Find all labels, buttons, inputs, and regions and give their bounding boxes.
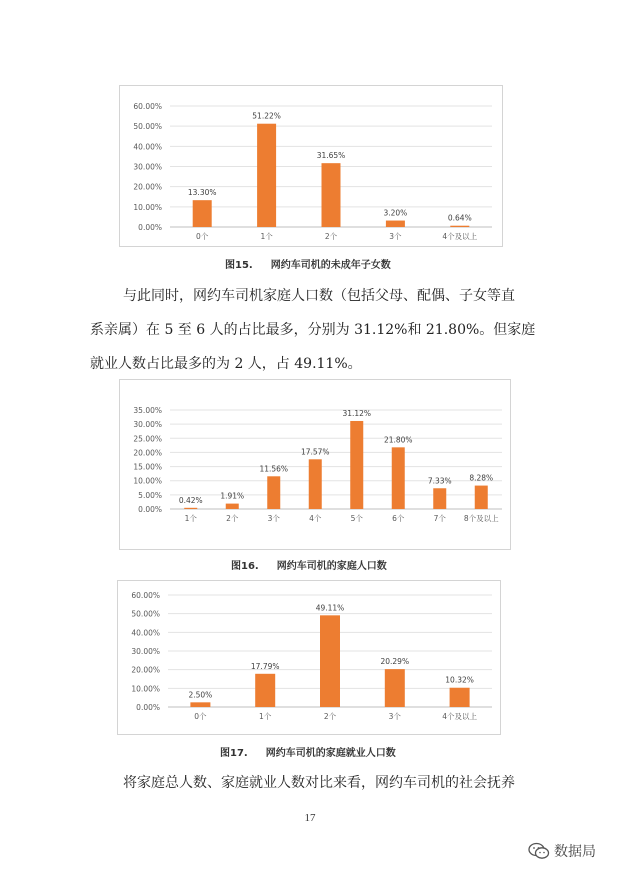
caption-number: 图17. — [220, 748, 248, 759]
y-tick-label: 10.00% — [131, 684, 160, 694]
x-tick-label: 1个 — [184, 514, 197, 523]
x-tick-label: 3个 — [267, 514, 280, 523]
data-label: 0.42% — [178, 495, 203, 505]
bar — [450, 688, 470, 707]
caption-title: 网约车司机的未成年子女数 — [270, 260, 391, 271]
y-tick-label: 25.00% — [133, 434, 162, 444]
x-tick-label: 3个 — [389, 232, 402, 241]
caption-number: 图15. — [225, 260, 253, 271]
paragraph-line: 系亲属）在 5 至 6 人的占比最多，分别为 31.12%和 21.80%。但家庭 — [90, 322, 536, 338]
chart-16 — [119, 379, 511, 550]
chart-17 — [117, 580, 501, 735]
x-tick-label: 4个 — [309, 514, 322, 523]
x-tick-label: 2个 — [324, 232, 338, 241]
data-label: 21.80% — [383, 435, 413, 445]
x-tick-label: 4个及以上 — [442, 232, 478, 241]
figure-caption-15 — [225, 256, 391, 271]
x-tick-label: 8个及以上 — [463, 514, 499, 523]
data-label: 17.79% — [250, 661, 280, 671]
bar — [257, 124, 276, 227]
bar — [322, 163, 341, 227]
chart-15 — [119, 85, 503, 247]
bar — [184, 508, 197, 509]
y-tick-label: 30.00% — [133, 162, 162, 172]
y-tick-label: 40.00% — [131, 628, 160, 638]
chart-15-svg — [120, 86, 504, 248]
bar — [385, 669, 405, 707]
y-tick-label: 20.00% — [131, 665, 160, 675]
data-label: 2.50% — [188, 690, 213, 700]
y-tick-label: 50.00% — [133, 122, 162, 132]
caption-title: 网约车司机的家庭人口数 — [276, 561, 387, 572]
y-tick-label: 10.00% — [133, 476, 162, 486]
data-label: 10.32% — [445, 675, 474, 685]
wechat-icon — [528, 842, 550, 860]
x-tick-label: 2个 — [323, 712, 337, 721]
y-tick-label: 10.00% — [133, 202, 162, 212]
paragraph-line: 就业人数占比最多的为 2 人，占 49.11%。 — [90, 356, 362, 372]
y-tick-label: 30.00% — [133, 420, 162, 430]
data-label: 49.11% — [315, 603, 345, 613]
bar — [450, 226, 469, 227]
data-label: 8.28% — [469, 473, 494, 483]
y-tick-label: 20.00% — [133, 182, 162, 192]
bar — [309, 459, 322, 509]
paragraph-line: 将家庭总人数、家庭就业人数对比来看，网约车司机的社会抚养 — [123, 775, 515, 791]
caption-title: 网约车司机的家庭就业人口数 — [265, 748, 396, 759]
y-tick-label: 15.00% — [133, 462, 162, 472]
bar — [193, 200, 212, 227]
data-label: 11.56% — [259, 464, 289, 474]
x-tick-label: 5个 — [350, 514, 363, 523]
x-tick-label: 4个及以上 — [442, 712, 477, 721]
data-label: 0.64% — [447, 213, 472, 223]
data-label: 13.30% — [187, 188, 217, 198]
bar — [190, 702, 210, 707]
y-tick-label: 20.00% — [133, 448, 162, 458]
y-tick-label: 40.00% — [133, 142, 162, 152]
y-tick-label: 30.00% — [131, 647, 160, 656]
data-label: 31.12% — [342, 408, 372, 418]
x-tick-label: 3个 — [388, 712, 401, 721]
x-tick-label: 0个 — [196, 232, 209, 241]
bar — [255, 674, 275, 707]
watermark — [528, 840, 596, 862]
bar — [267, 476, 280, 509]
figure-caption-16 — [231, 557, 387, 572]
bar — [392, 447, 405, 509]
data-label: 1.91% — [220, 491, 245, 501]
y-tick-label: 5.00% — [138, 490, 162, 500]
watermark-text: 数据局 — [554, 844, 596, 860]
y-tick-label: 60.00% — [133, 102, 162, 111]
page-number: 17 — [304, 812, 316, 824]
paragraph-1 — [90, 279, 536, 381]
bar — [433, 488, 446, 509]
data-label: 20.29% — [380, 657, 410, 667]
bar — [320, 615, 340, 707]
data-label: 17.57% — [300, 447, 330, 457]
bar — [475, 486, 488, 509]
chart-17-svg — [118, 581, 502, 736]
paragraph-2 — [90, 766, 530, 800]
y-tick-label: 0.00% — [136, 703, 160, 712]
y-tick-label: 35.00% — [133, 406, 162, 415]
x-tick-label: 0个 — [194, 712, 207, 721]
y-tick-label: 60.00% — [131, 591, 160, 600]
bar — [386, 221, 405, 227]
data-label: 31.65% — [316, 151, 346, 161]
x-tick-label: 1个 — [260, 232, 273, 241]
x-tick-label: 1个 — [259, 712, 272, 721]
x-tick-label: 2个 — [226, 514, 239, 523]
paragraph-line: 与此同时，网约车司机家庭人口数（包括父母、配偶、子女等直 — [123, 288, 515, 304]
bar — [226, 504, 239, 509]
caption-number: 图16. — [231, 561, 259, 572]
x-tick-label: 7个 — [433, 514, 446, 523]
data-label: 51.22% — [252, 111, 281, 121]
bar — [350, 421, 363, 509]
data-label: 3.20% — [383, 208, 408, 218]
y-tick-label: 0.00% — [138, 223, 162, 232]
data-label: 7.33% — [427, 476, 452, 486]
chart-16-svg — [120, 380, 512, 551]
x-tick-label: 6个 — [392, 514, 405, 523]
figure-caption-17 — [220, 744, 396, 759]
y-tick-label: 50.00% — [131, 609, 160, 619]
y-tick-label: 0.00% — [138, 505, 162, 514]
